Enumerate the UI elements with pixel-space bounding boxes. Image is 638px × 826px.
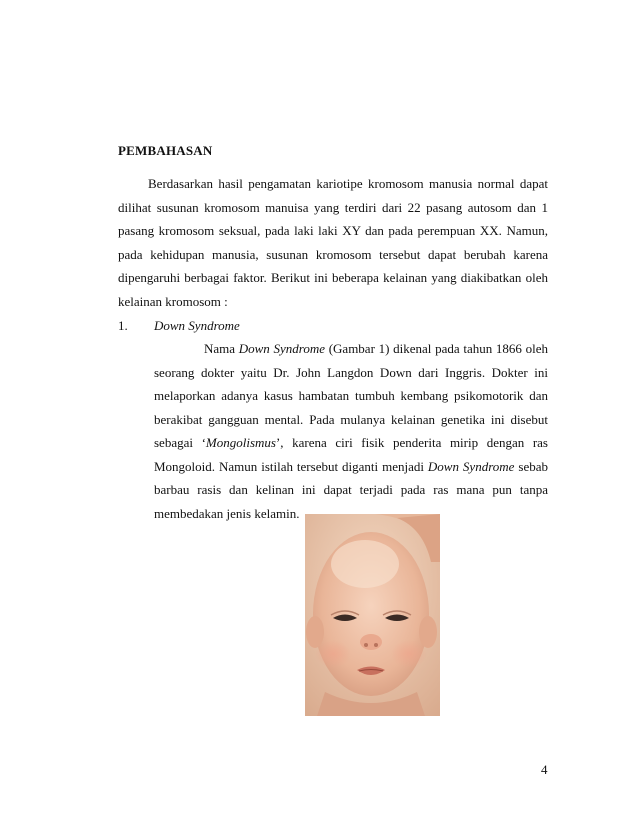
intro-paragraph	[118, 172, 548, 313]
body-segment: sebab barbau rasis dan kelinan ini dapat terjadi pada ras mana pun tanpa membedakan jenis kelamin.	[154, 458, 548, 521]
body-segment: (Gambar 1) dikenal pada tahun 1866 oleh seorang dokter yaitu Dr. John Langdon Down dari Inggris. Dokter ini melaporkan adanya kasus hambatan tumbuh kembang psikomotorik dan berakibat gangguan mental. Pada mulanya kelainan genetika ini disebut sebagai ‘	[154, 341, 548, 450]
list-item-number: 1.	[118, 318, 128, 333]
page-number: 4	[541, 762, 548, 777]
intro-paragraph-text: Berdasarkan hasil pengamatan kariotipe kromosom manusia normal dapat dilihat susunan kromosom manuisa yang terdiri dari 22 pasang autosom dan 1 pasang kromosom seksual, pada laki laki XY dan pada perempuan XX. Namun, pada kehidupan manusia, susunan kromosom tersebut dapat berubah karena dipengaruhi berbagai faktor. Berikut ini beberapa kelainan yang diakibatkan oleh kelainan kromosom :	[118, 176, 548, 309]
body-segment: Nama	[204, 341, 239, 356]
list-item-title: Down Syndrome	[154, 318, 240, 333]
list-item-heading	[118, 314, 240, 338]
section-heading: PEMBAHASAN	[118, 143, 213, 158]
infant-face-illustration	[305, 514, 440, 716]
body-segment-italic: Down Syndrome	[427, 458, 515, 474]
infant-photo	[305, 514, 440, 716]
body-segment-italic: Down Syndrome	[238, 341, 326, 356]
body-segment: ’, karena ciri fisik penderita mirip dengan ras Mongoloid. Namun istilah tersebut diganti menjadi	[154, 435, 548, 474]
body-segment-italic: Mongolismus	[205, 435, 276, 450]
list-item-body	[154, 337, 548, 525]
